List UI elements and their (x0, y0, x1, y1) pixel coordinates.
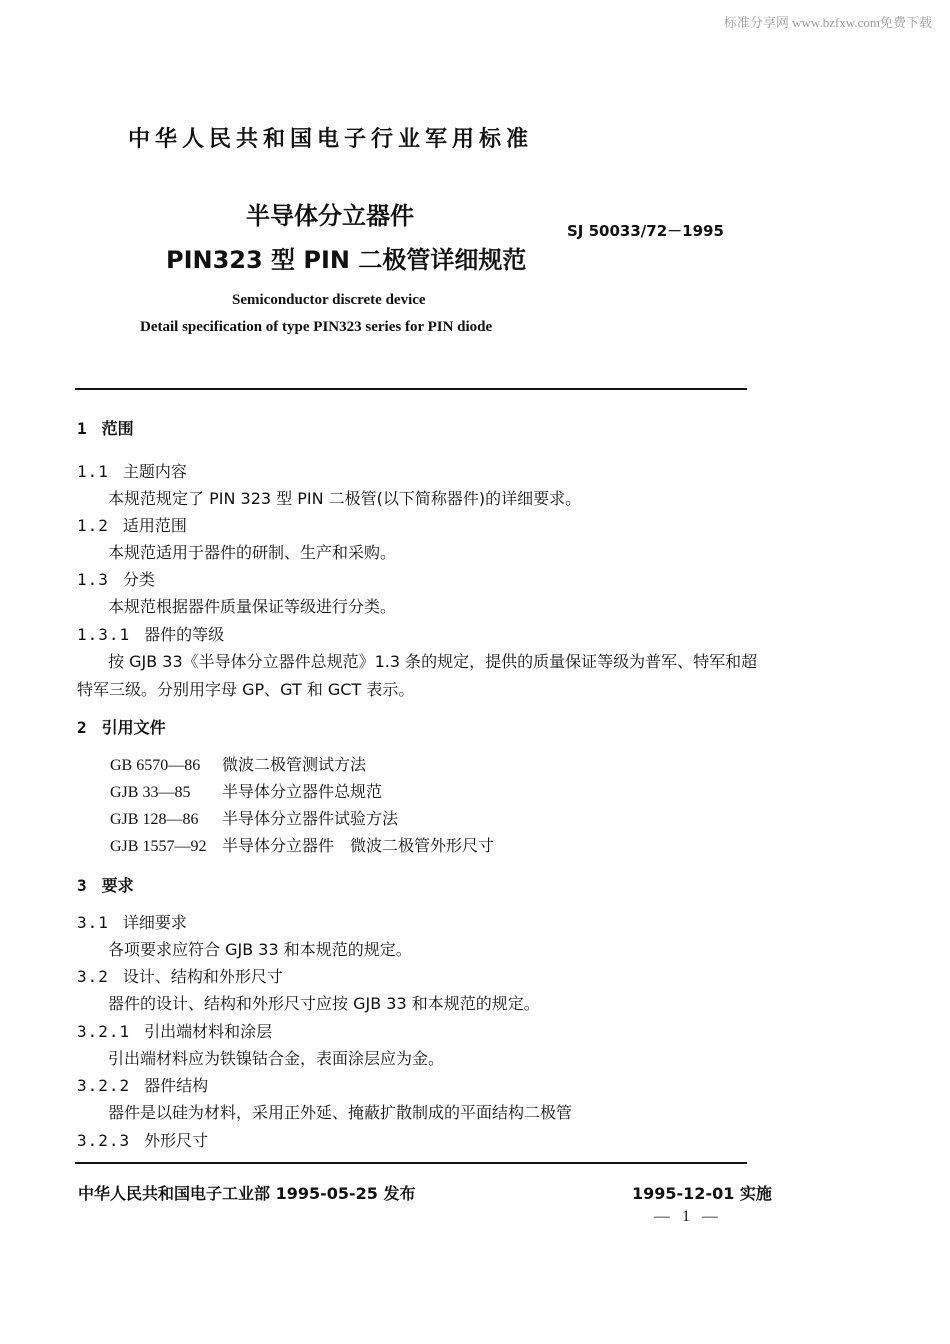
section-number: 3.2 (77, 967, 109, 986)
section-number: 3.2.2 (77, 1076, 131, 1095)
issue-date: 中华人民共和国电子工业部 1995-05-25 发布 (78, 1184, 416, 1203)
reference-item (110, 752, 366, 775)
section-title: 适用范围 (122, 516, 187, 535)
section-3-2-heading (77, 964, 283, 987)
section-1-3-text: 本规范根据器件质量保证等级进行分类。 (108, 597, 397, 616)
document-title-line-2: PIN323 型 PIN 二极管详细规范 (166, 246, 527, 274)
section-2-heading (77, 715, 166, 738)
reference-code: GB 6570—86 (110, 757, 201, 774)
reference-code: GJB 128—86 (110, 811, 199, 828)
reference-code: GJB 1557—92 (110, 838, 207, 855)
section-number: 1.3 (77, 570, 109, 589)
section-title: 范围 (101, 419, 134, 438)
english-title-line-2: Detail specification of type PIN323 series for PIN diode (140, 319, 493, 335)
section-title: 分类 (122, 570, 155, 589)
section-3-1-heading (77, 910, 187, 933)
section-1-2-text: 本规范适用于器件的研制、生产和采购。 (108, 543, 397, 562)
section-3-heading (77, 873, 134, 896)
section-title: 设计、结构和外形尺寸 (122, 967, 283, 986)
reference-title: 半导体分立器件试验方法 (222, 809, 399, 828)
standard-number: SJ 50033/72－1995 (567, 222, 724, 240)
section-title: 外形尺寸 (144, 1131, 209, 1150)
section-title: 引出端材料和涂层 (144, 1022, 273, 1041)
section-1-3-1-heading (77, 622, 224, 645)
section-3-2-3-heading (77, 1128, 208, 1151)
section-title: 主题内容 (122, 462, 187, 481)
section-1-3-1-text-line-1: 按 GJB 33《半导体分立器件总规范》1.3 条的规定，提供的质量保证等级为普军、特军和超 (108, 652, 758, 671)
reference-code: GJB 33—85 (110, 784, 191, 801)
section-1-1-text: 本规范规定了 PIN 323 型 PIN 二极管(以下简称器件)的详细要求。 (108, 489, 582, 508)
english-title-line-1: Semiconductor discrete device (232, 292, 426, 308)
reference-item (110, 806, 398, 829)
section-1-1-heading (77, 459, 187, 482)
section-number: 1.3.1 (77, 625, 131, 644)
header-divider (75, 388, 747, 390)
section-number: 2 (77, 718, 88, 737)
section-3-2-1-text: 引出端材料应为铁镍钴合金，表面涂层应为金。 (108, 1049, 445, 1068)
section-1-2-heading (77, 513, 187, 536)
section-3-2-text: 器件的设计、结构和外形尺寸应按 GJB 33 和本规范的规定。 (108, 994, 540, 1013)
section-number: 1.2 (77, 516, 109, 535)
section-number: 1.1 (77, 462, 109, 481)
section-number: 3.1 (77, 913, 109, 932)
section-number: 3.2.3 (77, 1131, 131, 1150)
reference-title: 半导体分立器件 微波二极管外形尺寸 (222, 836, 495, 855)
section-1-heading (77, 416, 134, 439)
section-3-2-2-text: 器件是以硅为材料，采用正外延、掩蔽扩散制成的平面结构二极管 (108, 1103, 573, 1122)
reference-item (110, 833, 494, 856)
section-title: 引用文件 (101, 718, 166, 737)
reference-title: 半导体分立器件总规范 (222, 782, 383, 801)
effective-date: 1995-12-01 实施 (632, 1184, 772, 1203)
reference-title: 微波二极管测试方法 (222, 755, 367, 774)
section-1-3-heading (77, 567, 155, 590)
section-number: 3.2.1 (77, 1022, 131, 1041)
section-3-2-2-heading (77, 1073, 208, 1096)
section-number: 3 (77, 876, 88, 895)
section-3-1-text: 各项要求应符合 GJB 33 和本规范的规定。 (108, 940, 412, 959)
section-3-2-1-heading (77, 1019, 272, 1042)
section-title: 器件结构 (144, 1076, 209, 1095)
org-title: 中华人民共和国电子行业军用标准 (128, 127, 534, 152)
page-number: — 1 — (654, 1208, 722, 1225)
section-title: 要求 (101, 876, 134, 895)
section-number: 1 (77, 419, 88, 438)
watermark: 标准分享网 www.bzfxw.com免费下载 (723, 15, 932, 30)
document-title-line-1: 半导体分立器件 (246, 202, 414, 230)
reference-item (110, 779, 382, 802)
footer-divider (75, 1162, 747, 1164)
section-1-3-1-text-line-2: 特军三级。分别用字母 GP、GT 和 GCT 表示。 (77, 680, 415, 699)
section-title: 器件的等级 (144, 625, 225, 644)
section-title: 详细要求 (122, 913, 187, 932)
